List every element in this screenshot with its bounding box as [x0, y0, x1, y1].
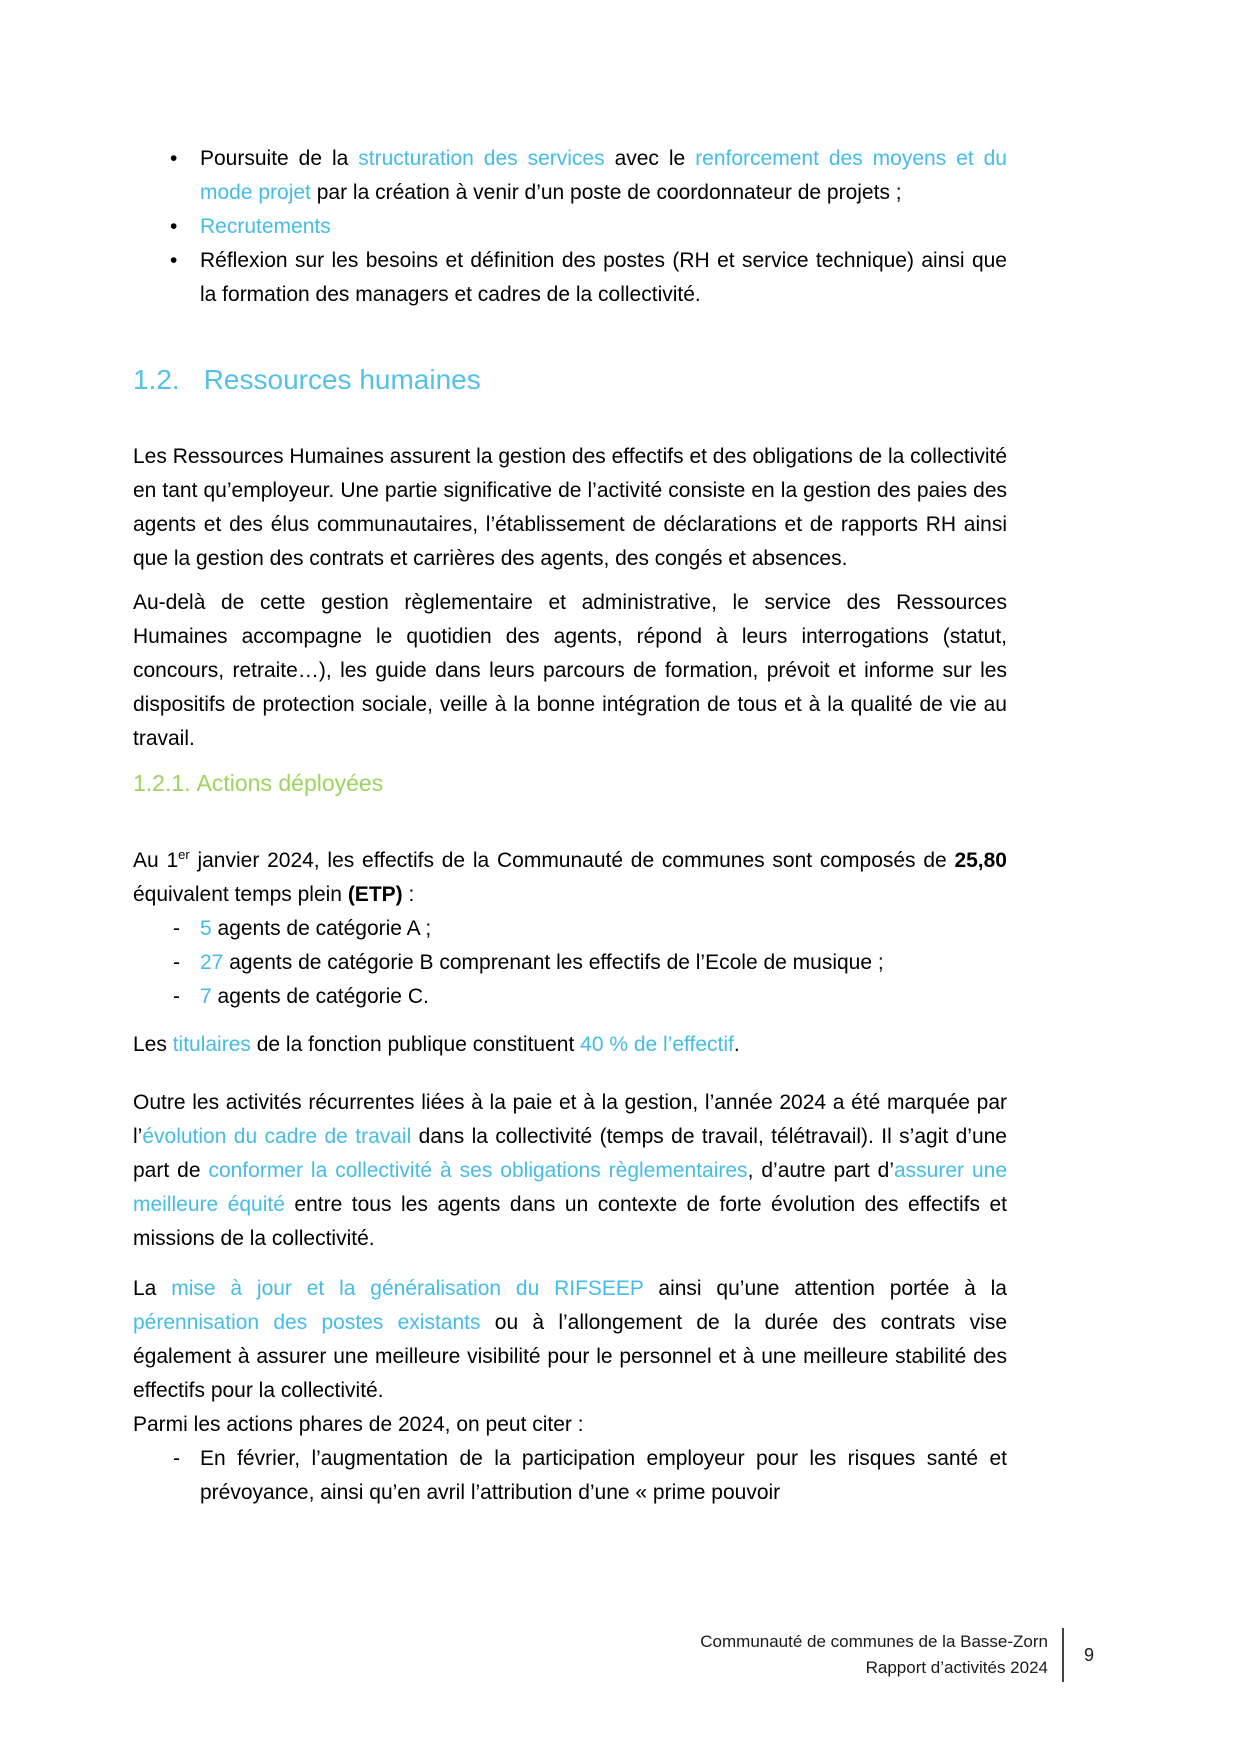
list-item: [133, 912, 1007, 946]
bullet-text: Poursuite de la structuration des services avec le renforcement des moyens et du mode projet par la création à venir d’un poste de coordonnateur de projets ;: [200, 147, 1007, 204]
paragraph-titulaires: Les titulaires de la fonction publique constituent 40 % de l’effectif.: [133, 1033, 740, 1056]
dash-item-text: 27 agents de catégorie B comprenant les effectifs de l’Ecole de musique ;: [200, 951, 884, 974]
bullet-text: Recrutements: [200, 215, 331, 238]
bullet-icon: •: [170, 147, 178, 170]
dash-item-text: 5 agents de catégorie A ;: [200, 917, 432, 940]
page-footer: [700, 1628, 1100, 1682]
paragraph-effectifs: Au 1er janvier 2024, les effectifs de la Communauté de communes sont composés de 25,80 équivalent temps plein (ETP) :: [133, 847, 1007, 906]
page-number: 9: [1083, 1644, 1094, 1665]
bullet-text: Réflexion sur les besoins et définition des postes (RH et service technique) ainsi que la formation des managers et cadres de la collectivité.: [200, 249, 1007, 306]
subsection-heading: [133, 768, 1007, 798]
bullet-icon: •: [170, 249, 178, 272]
dash-icon: -: [173, 985, 180, 1008]
intro-bullet-list: [133, 142, 1007, 312]
section-heading: [133, 362, 1007, 398]
dash-item-text: En février, l’augmentation de la participation employeur pour les risques santé et prévoyance, ainsi qu’en avril l’attribution d’une « prime pouvoir: [200, 1447, 1007, 1504]
paragraph-actions-phares: Parmi les actions phares de 2024, on peut citer :: [133, 1413, 584, 1436]
list-item: [133, 244, 1007, 312]
subsection-number: 1.2.1.: [133, 770, 191, 796]
footer-text: [700, 1629, 1048, 1681]
paragraph-outre: Outre les activités récurrentes liées à la paie et à la gestion, l’année 2024 a été marquée par l’évolution du cadre de travail dans la collectivité (temps de travail, télétravail). Il s’agit d’une part de conformer la collectivité à ses obligations règlementaires, d’autre part d’assurer une meilleure équité entre tous les agents dans un contexte de forte évolution des effectifs et missions de la collectivité.: [133, 1091, 1007, 1250]
paragraph-hr-support: Au-delà de cette gestion règlementaire et administrative, le service des Ressources Humaines accompagne le quotidien des agents, répond à leurs interrogations (statut, concours, retraite…), les guide dans leurs parcours de formation, prévoit et informe sur les dispositifs de protection sociale, veille à la bonne intégration de tous et à la qualité de vie au travail.: [133, 591, 1007, 750]
section-number: 1.2.: [133, 364, 180, 395]
paragraph-rifseep: La mise à jour et la généralisation du RIFSEEP ainsi qu’une attention portée à la pérennisation des postes existants ou à l’allongement de la durée des contrats vise également à assurer une meilleure visibilité pour le personnel et à une meilleure stabilité des effectifs pour la collectivité.: [133, 1277, 1007, 1402]
list-item: [133, 142, 1007, 210]
list-item: [133, 1442, 1007, 1510]
dash-icon: -: [173, 951, 180, 974]
dash-icon: -: [173, 1447, 180, 1470]
bullet-icon: •: [170, 215, 178, 238]
dash-icon: -: [173, 917, 180, 940]
list-item: [133, 210, 1007, 244]
footer-organization: Communauté de communes de la Basse-Zorn: [700, 1632, 1048, 1651]
dash-item-text: 7 agents de catégorie C.: [200, 985, 429, 1008]
etp-dash-list: [133, 912, 1007, 1014]
subsection-title: Actions déployées: [196, 770, 384, 796]
footer-report-title: Rapport d’activités 2024: [865, 1658, 1048, 1677]
paragraph-hr-overview: Les Ressources Humaines assurent la gestion des effectifs et des obligations de la collectivité en tant qu’employeur. Une partie significative de l’activité consiste en la gestion des paies des agents et des élus communautaires, l’établissement de déclarations et de rapports RH ainsi que la gestion des contrats et carrières des agents, des congés et absences.: [133, 445, 1007, 570]
section-title: Ressources humaines: [203, 364, 481, 395]
footer-divider: [1062, 1628, 1064, 1682]
actions-dash-list: [133, 1442, 1007, 1510]
list-item: [133, 946, 1007, 980]
list-item: [133, 980, 1007, 1014]
document-body: [133, 142, 1007, 1510]
